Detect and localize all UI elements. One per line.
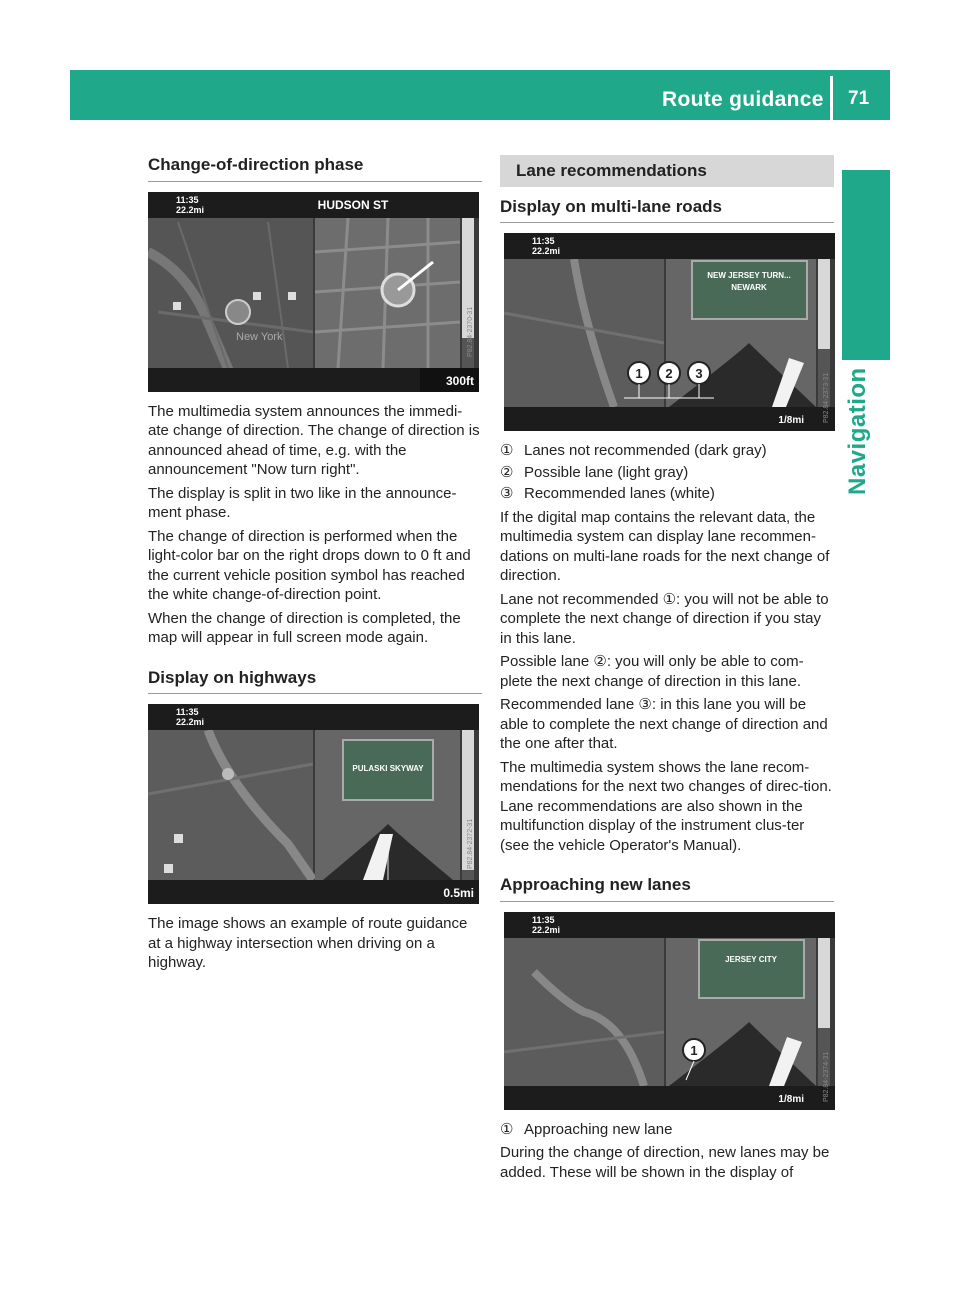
figure-distance-top: 22.2mi	[532, 924, 561, 935]
paragraph: Possible lane ②: you will only be able to com-plete the next change of direction in this lane.	[500, 653, 804, 690]
figure-distance-bottom: 0.5mi	[443, 886, 474, 900]
legend-text: Lanes not recommended (dark gray)	[524, 442, 767, 459]
paragraph: If the digital map contains the relevant data, the multimedia system can display lane recommen-dations on multi-lane roads for the next change of direction.	[500, 508, 830, 584]
legend-text: Possible lane (light gray)	[524, 463, 689, 481]
figure-code: P82.84-2374-31	[823, 1051, 830, 1102]
page-number: 71	[848, 88, 870, 109]
paragraph: The multimedia system shows the lane recom-mendations for the next two changes of direc-tion. Lane recommendations are also shown in the multifunction display of the instrument clus-ter (see the vehicle Operator's Manual).	[500, 758, 832, 854]
legend-number: ①	[500, 1120, 514, 1138]
figure-highway	[148, 704, 479, 904]
paragraph: The change of direction is performed when the light-color bar on the right drops down to 0 ft and the current vehicle position symbol has reached the white change-of-direction point.	[148, 527, 471, 603]
callout-3: 3	[695, 366, 703, 381]
figure-multi-lane	[504, 233, 835, 431]
figure-distance-bottom: 1/8mi	[778, 1093, 804, 1105]
paragraph: During the change of direction, new lanes may be added. These will be shown in the display of	[500, 1144, 830, 1181]
paragraph: The image shows an example of route guidance at a highway intersection when driving on a highway.	[148, 915, 468, 971]
paragraph: Recommended lane ③: in this lane you will be able to complete the next change of direction and the one after that.	[500, 696, 828, 752]
main-heading: Lane recommendations	[500, 155, 834, 187]
figure-change-of-direction	[148, 192, 479, 392]
figure-approaching-new-lanes	[504, 912, 835, 1110]
legend-text: Approaching new lane	[524, 1120, 673, 1138]
legend-text: Recommended lanes (white)	[524, 485, 715, 502]
paragraph: The display is split in two like in the announce-ment phase.	[148, 484, 457, 521]
right-column	[500, 155, 834, 1186]
sign-line-2: NEWARK	[731, 283, 767, 292]
figure-time: 11:35	[176, 707, 199, 717]
figure-code: P82.84-2370-31	[467, 306, 474, 357]
paragraph: The multimedia system announces the immedi-ate change of direction. The change of direction is announced ahead of time, e.g. with the announcement "Now turn right".	[148, 402, 480, 478]
side-tab-label-text: Navigation	[844, 367, 871, 495]
legend-item	[500, 463, 834, 483]
header-title: Route guidance	[662, 88, 824, 111]
paragraph: When the change of direction is completed, the map will appear in full screen mode again.	[148, 609, 461, 646]
figure-time: 11:35	[532, 236, 555, 246]
section-heading: Change-of-direction phase	[148, 155, 482, 182]
figure-time: 11:35	[532, 914, 555, 925]
sign-line-1: NEW JERSEY TURN...	[707, 271, 791, 280]
figure-code: P82.84-2373-31	[823, 372, 830, 423]
callout-2: 2	[665, 366, 673, 381]
section-heading: Display on highways	[148, 668, 482, 695]
side-tab-marker	[842, 170, 890, 360]
figure-distance-bottom: 300ft	[445, 373, 474, 388]
callout-1: 1	[635, 366, 643, 381]
legend-item	[500, 1120, 834, 1140]
figure-code: P82.84-2372-31	[467, 818, 474, 869]
paragraph: Lane not recommended ①: you will not be able to complete the next change of direction if you stay in this lane.	[500, 590, 829, 647]
street-name: HUDSON ST	[317, 197, 389, 212]
left-column	[148, 155, 482, 977]
legend-number: ②	[500, 463, 514, 481]
figure-distance-top: 22.2mi	[176, 204, 205, 215]
section-heading: Approaching new lanes	[500, 875, 834, 902]
legend-number: ①	[500, 442, 514, 459]
figure-time: 11:35	[176, 194, 199, 205]
map-city-label: New York	[236, 330, 283, 343]
figure-distance-bottom: 1/8mi	[778, 415, 804, 426]
sign-line-1: JERSEY CITY	[725, 954, 777, 964]
figure-distance-top: 22.2mi	[532, 246, 561, 256]
section-heading: Display on multi-lane roads	[500, 197, 834, 224]
header-separator	[830, 76, 833, 120]
legend-item	[500, 441, 834, 461]
callout-1: 1	[690, 1042, 698, 1058]
figure-distance-top: 22.2mi	[176, 717, 205, 727]
highway-sign: PULASKI SKYWAY	[352, 764, 424, 773]
legend-item	[500, 484, 834, 504]
legend-number: ③	[500, 485, 514, 502]
